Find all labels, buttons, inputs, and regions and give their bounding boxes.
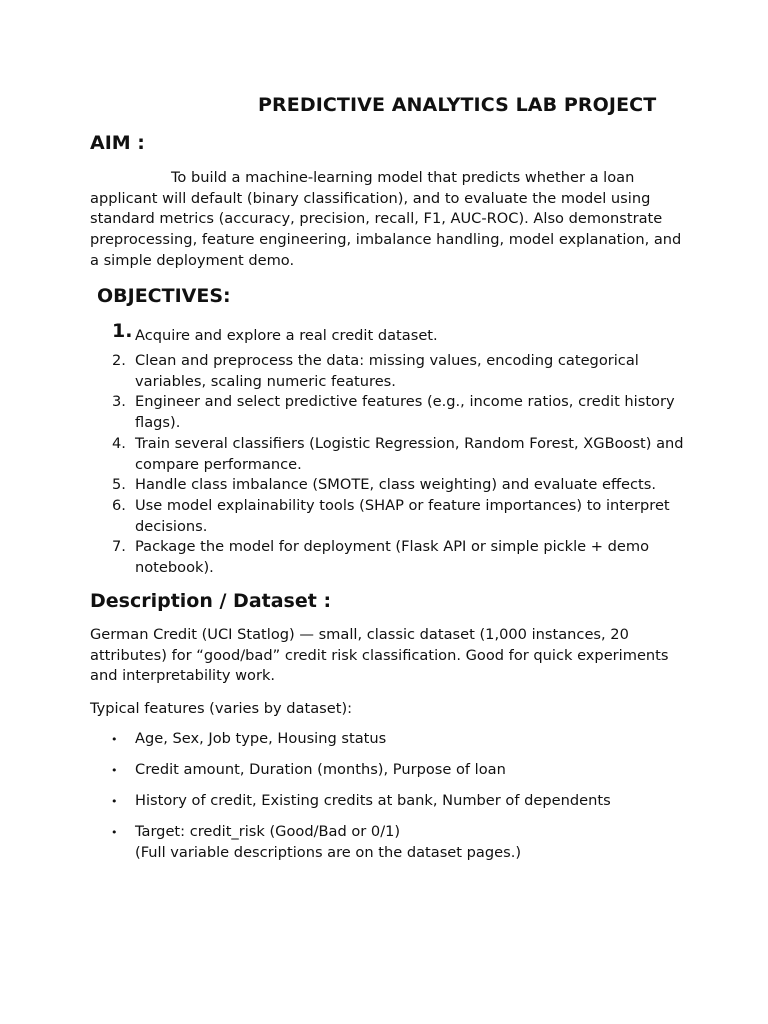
list-item (90, 537, 690, 578)
list-number: 5. (112, 476, 126, 494)
list-item-text: Package the model for deployment (Flask API or simple pickle + demo notebook). (135, 538, 650, 577)
list-item (90, 392, 690, 433)
list-item-text: Handle class imbalance (SMOTE, class weighting) and evaluate effects. (135, 476, 656, 494)
list-item (90, 475, 690, 496)
list-number: 3. (112, 393, 126, 411)
list-item (90, 729, 690, 750)
list-item-text: Use model explainability tools (SHAP or feature importances) to interpret decisions. (135, 496, 670, 535)
list-item-text: Credit amount, Duration (months), Purpose of loan (135, 761, 506, 778)
aim-paragraph (90, 168, 690, 272)
dataset-intro: German Credit (UCI Statlog) — small, classic dataset (1,000 instances, 20 attributes) for “good/bad” credit risk classification. Good for quick experiments and interpretability work. (90, 626, 669, 685)
list-item (90, 822, 690, 863)
list-item (90, 351, 690, 392)
list-number: 4. (112, 434, 126, 452)
bullet-icon: • (111, 826, 118, 839)
list-item-text: Engineer and select predictive features (e.g., income ratios, credit history flags). (135, 393, 675, 432)
list-item-text: Train several classifiers (Logistic Regression, Random Forest, XGBoost) and compare performance. (135, 434, 684, 473)
list-item-text: Acquire and explore a real credit dataset. (135, 327, 438, 344)
dataset-heading: Description / Dataset : (90, 590, 332, 612)
dataset-note: (Full variable descriptions are on the dataset pages.) (135, 843, 522, 861)
aim-text: To build a machine-learning model that predicts whether a loan applicant will default (binary classification), and to evaluate the model using standard metrics (accuracy, precision, recall, F1, AUC-ROC). Also demonstrate preprocessing, feature engineering, imbalance handling, model explanation, and a simple deployment demo. (90, 169, 682, 269)
document-title: PREDICTIVE ANALYTICS LAB PROJECT (258, 94, 657, 116)
features-list (90, 729, 690, 874)
list-item-text: Target: credit_risk (Good/Bad or 0/1) (135, 823, 401, 840)
bullet-icon: • (111, 795, 118, 808)
list-item (90, 434, 690, 475)
list-item (90, 320, 690, 351)
list-item (90, 496, 690, 537)
list-number: 7. (112, 538, 126, 556)
list-number: 6. (112, 496, 126, 514)
list-item-text: Clean and preprocess the data: missing values, encoding categorical variables, scaling numeric features. (135, 352, 639, 390)
features-label: Typical features (varies by dataset): (90, 700, 353, 717)
list-item (90, 791, 690, 812)
aim-heading: AIM : (90, 132, 145, 154)
list-item-text: Age, Sex, Job type, Housing status (135, 730, 387, 747)
list-number: 2. (112, 352, 126, 369)
objectives-heading: OBJECTIVES: (97, 285, 231, 307)
bullet-icon: • (111, 733, 118, 746)
objectives-list (90, 320, 690, 579)
list-number: 1. (112, 320, 133, 342)
bullet-icon: • (111, 764, 118, 777)
list-item-text: History of credit, Existing credits at bank, Number of dependents (135, 792, 611, 809)
list-item (90, 760, 690, 781)
